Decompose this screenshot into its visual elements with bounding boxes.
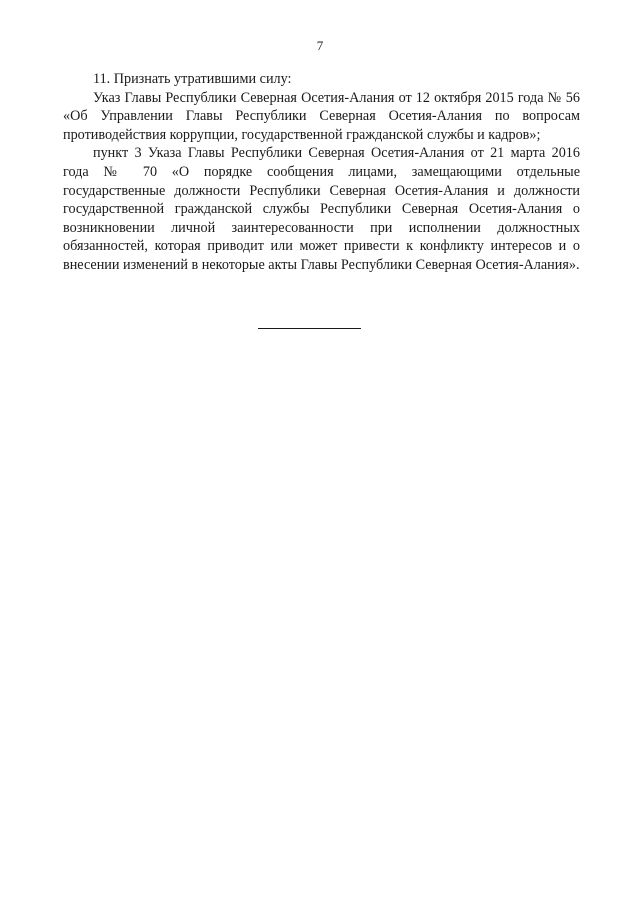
page-number: 7	[316, 38, 324, 53]
end-of-text-divider	[258, 328, 361, 329]
paragraph-decree-56: Указ Главы Республики Северная Осетия-Алания от 12 октября 2015 года № 56 «Об Управлении Главы Республики Северная Осетия-Алания по вопросам противодействия коррупции, государственной гражданской службы и кадров»;	[63, 89, 580, 143]
paragraph-decree-70-point-3: пункт 3 Указа Главы Республики Северная Осетия-Алания от 21 марта 2016 года № 70 «О порядке сообщения лицами, замещающими отдельные государственные должности Республики Северная Осетия-Алания и должности государственной гражданской службы Республики Северная Осетия-Алания о возникновении личной заинтересованности при исполнении должностных обязанностей, которая приводит или может привести к конфликту интересов и о внесении изменений в некоторые акты Главы Республики Северная Осетия-Алания».	[63, 145, 580, 273]
document-body	[63, 70, 580, 275]
paragraph-item-11-heading: 11. Признать утратившими силу:	[93, 71, 292, 87]
